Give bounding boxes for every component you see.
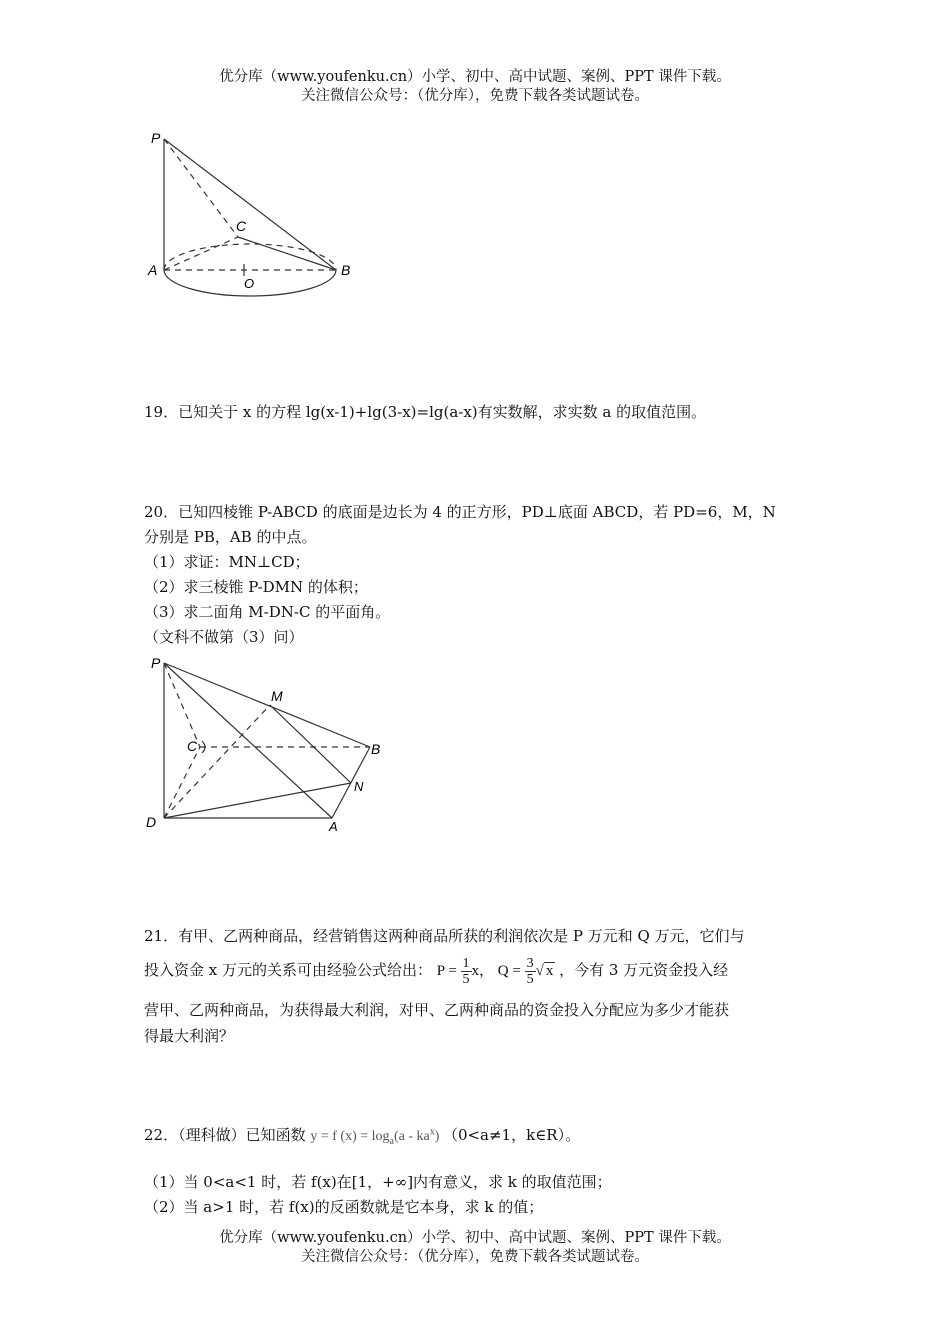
formula-log-arg: (a - ka [394,1129,430,1144]
figure-cone [140,124,370,314]
fig1-base-back [164,244,336,270]
sqrt-icon: √ [535,963,544,979]
question-20-part-3: （3）求二面角 M-DN-C 的平面角。 [144,603,391,621]
fig1-label-b: B [341,262,351,278]
fraction-one-fifth [461,956,472,987]
fig2-label-p: P [151,655,161,671]
question-20-part-1: （1）求证：MN⊥CD； [144,553,310,571]
formula-p [436,956,498,988]
fraction-three-fifths [525,956,536,987]
page-footer [0,1229,950,1267]
question-20-note: （文科不做第（3）问） [144,628,304,646]
question-21-line-1: 21．有甲、乙两种商品，经营销售这两种商品所获的利润依次是 P 万元和 Q 万元，它们与 [144,927,745,945]
fig1-edge-pb [164,139,336,270]
question-22-part-2: （2）当 a>1 时，若 f(x)的反函数就是它本身，求 k 的值； [144,1198,544,1216]
question-22-intro [144,1124,580,1147]
fig2-label-n: N [354,779,364,794]
fig1-edge-pc [164,139,238,237]
q22-condition: （0<a≠1，k∈R）。 [442,1126,581,1144]
fraction-q-denominator: 5 [526,972,534,988]
q21-intro-text: 投入资金 x 万元的关系可由经验公式给出： [144,961,432,979]
formula-log-base: a [389,1135,394,1147]
question-20-line-1: 20．已知四棱锥 P-ABCD 的底面是边长为 4 的正方形，PD⊥底面 ABCD，若 PD=6，M，N [144,503,776,521]
fraction-q-numerator: 3 [526,956,534,972]
q22-pre-text: 22．（理科做）已知函数 [144,1126,306,1144]
formula-p-label: P = [436,963,457,979]
header-line-1: 优分库（www.youfenku.cn）小学、初中、高中试题、案例、PPT 课件下载。 [219,69,731,85]
formula-p-var: x， [471,963,495,979]
formula-log-head: y = f (x) = log [310,1129,390,1144]
fig1-label-p: P [151,130,161,146]
fraction-p-denominator: 5 [462,972,470,988]
footer-line-2: 关注微信公众号：（优分库），免费下载各类试题试卷。 [301,1249,649,1265]
formula-q-radicand: x [545,963,554,979]
fig1-edge-ac [164,237,238,270]
fig2-edge-dc [164,747,200,818]
footer-line-1: 优分库（www.youfenku.cn）小学、初中、高中试题、案例、PPT 课件下载。 [219,1230,731,1246]
fraction-p-numerator: 1 [462,956,470,972]
fig2-label-m: M [271,688,283,704]
fig2-label-a: A [329,819,338,834]
fig1-label-o: O [244,276,255,291]
header-line-2: 关注微信公众号：（优分库），免费下载各类试题试卷。 [301,88,649,104]
fig2-label-c: C [187,738,198,754]
question-21-line-4: 得最大利润？ [144,1027,235,1045]
page-header [0,68,950,106]
figure-pyramid [140,650,390,835]
formula-log-close: ) [434,1129,440,1144]
formula-log-exponent: x [429,1126,435,1138]
fig2-label-d: D [146,814,157,830]
fig1-edge-cb [238,237,336,270]
fig2-edge-dn [164,783,351,818]
question-20-part-2: （2）求三棱锥 P-DMN 的体积； [144,578,368,596]
formula-log [310,1126,443,1147]
fig2-label-b: B [371,741,381,757]
fig1-label-c: C [236,218,247,234]
question-22-part-1: （1）当 0<a<1 时，若 f(x)在[1，+∞]内有意义，求 k 的取值范围； [144,1173,612,1191]
formula-q-label: Q = [497,963,521,979]
q21-continuation-text: ，今有 3 万元资金投入经 [559,961,729,979]
formula-q [497,956,559,988]
question-20-line-2: 分别是 PB，AB 的中点。 [144,528,317,546]
fig1-label-a: A [148,262,158,278]
question-19: 19．已知关于 x 的方程 lg(x-1)+lg(3-x)=lg(a-x)有实数解，求实数 a 的取值范围。 [144,403,707,421]
question-21-line-3: 营甲、乙两种商品，为获得最大利润，对甲、乙两种商品的资金投入分配应为多少才能获 [144,1001,730,1019]
question-21-line-2 [144,953,728,988]
